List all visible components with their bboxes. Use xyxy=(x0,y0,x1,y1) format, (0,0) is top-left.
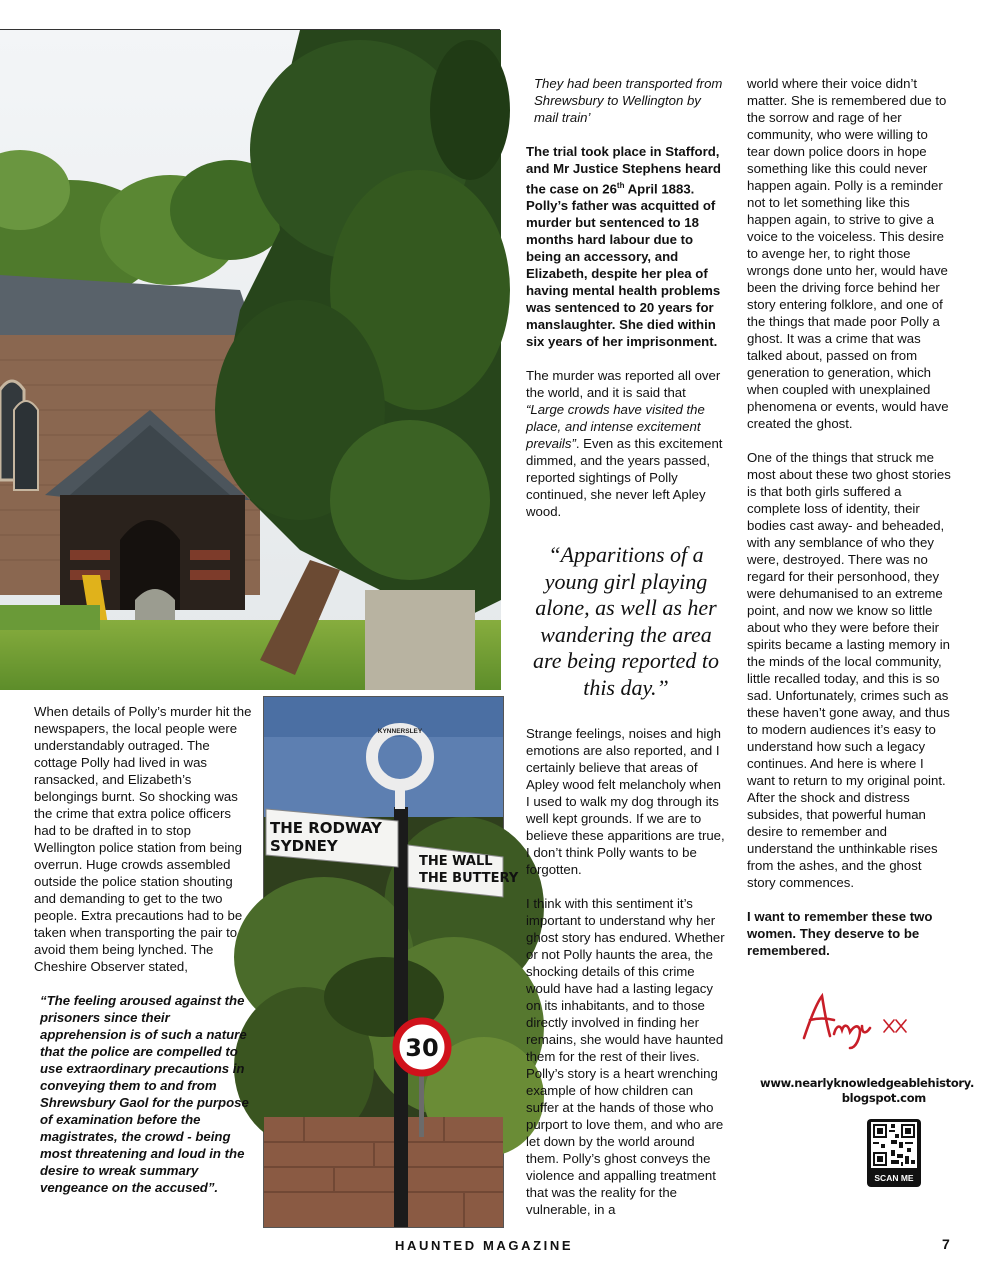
pull-quote: “Apparitions of a young girl playing alone, as well as her wandering the area are being reported to this day.” xyxy=(533,542,719,700)
signature-text: Amy xx xyxy=(796,990,800,991)
footer-magazine-name: HAUNTED MAGAZINE xyxy=(395,1238,574,1253)
photo-caption: They had been transported from Shrewsbury to Wellington by mail train’ xyxy=(534,76,723,125)
church-photo xyxy=(0,30,501,690)
qr-code-pattern xyxy=(871,1122,917,1168)
author-signature xyxy=(796,990,916,1050)
struck-paragraph: One of the things that struck me most about these two ghost stories is that both girls suffered a complete loss of identity, their bodies cast away- and beheaded, with any semblance of who they were, destroyed. There was no regard for their personhood, they were dehumanised to an extreme point, and now we know so little about who they were before their spirits became a lasting memory in the minds of the local community, little recalled today, and this is so sad. Unfortunately, crimes such as these haven’t gone away, and thus to modern audiences it’s easy to understand how such a legacy continues. And here is where I want to return to my original point. After the shock and distress subsides, that powerful human desire to remember and understand the unthinkable rises from the ashes, and the ghost story commences. xyxy=(747,450,951,890)
sign-right-line2: THE BUTTERY xyxy=(419,871,519,886)
sign-right-line1: THE WALL xyxy=(419,854,493,869)
strange-paragraph: Strange feelings, noises and high emotions are also reported, and I certainly believe that areas of Apley wood felt melancholy when I used to walk my dog through its well kept grounds. If we are to believe these apparitions are true, I don’t think Polly wants to be forgotten. xyxy=(526,726,725,878)
trial-paragraph: The trial took place in Stafford, and Mr Justice Stephens heard the case on 26th April 1883. Polly’s father was acquitted of murder but sentenced to 18 months hard labour due to being an accessory, and Elizabeth, despite her plea of having mental health problems was sentenced to 20 years for manslaughter. She died within six years of her imprisonment. xyxy=(526,144,721,350)
signature-graphic xyxy=(796,990,916,1050)
speed-limit-text: 30 xyxy=(405,1034,439,1062)
closing-paragraph: I want to remember these two women. They deserve to be remembered. xyxy=(747,909,933,958)
reported-rest: . Even as this excitement dimmed, and the years passed, reported sightings of Polly continued, she never left Apley wood. xyxy=(526,436,723,520)
sign-ring-text: KYNNERSLEY xyxy=(377,728,423,735)
column-left xyxy=(34,703,254,1196)
column-right xyxy=(747,75,953,959)
reported-paragraph xyxy=(526,367,726,520)
church-photo-graphic xyxy=(0,30,501,690)
trial-day-suffix: th xyxy=(616,181,625,190)
world-paragraph: world where their voice didn’t matter. She is remembered due to the sorrow and rage of her community, who were willing to tear down police doors in hope something like this could never happen again. Polly is a reminder not to let something like this happen again, to strive to give a voice to the voiceless. This desire to avenge her, to right those wrongs done unto her, would have been the driving force behind her story entering folklore, and one of the things that made poor Polly a ghost. It was a crime that was talked about, passed on from generation to generation, which when coupled with unexplained phenomena or events, would have created the ghost. xyxy=(747,76,949,431)
trial-day: 26 xyxy=(602,181,617,197)
signpost-photo-graphic xyxy=(264,697,519,1227)
reported-quote: “Large crowds have visited the place, and intense excitement prevails” xyxy=(526,402,705,452)
website-url[interactable] xyxy=(760,1076,975,1106)
footer-page-number: 7 xyxy=(942,1236,950,1252)
sign-left-line1: THE RODWAY xyxy=(270,819,382,837)
signpost-photo xyxy=(263,696,519,1228)
sentiment-paragraph: I think with this sentiment it’s important to understand why her ghost story has endured. Whether or not Polly haunts the area, the shocking details of this crime would have had a lasting legacy on its inhabitants, and to those directly involved in finding her remains, she would have haunted them for the rest of their lives. Polly’s story is a heart wrenching example of how children can suffer at the hands of those who purport to love them, and who are let down by the world around them. Polly’s ghost conveys the violence and appalling treatment that was the reality for the vulnerable, in a xyxy=(526,896,725,1218)
qr-scan-label: SCAN ME xyxy=(874,1173,914,1183)
column-middle xyxy=(526,75,726,1218)
website-url-line1: www.nearlyknowledgeablehistory. xyxy=(760,1076,975,1090)
qr-code-graphic xyxy=(871,1122,917,1168)
sign-left-line2: SYDNEY xyxy=(270,837,338,855)
observer-quote: “The feeling aroused against the prisoners since their apprehension is of such a nature that the police are compelled to use extraordinary precautions in conveying them to and from Shrewsbury Gaol for the purpose of examination before the magistrates, the crowd - being most threatening and loud in the desire to wreak summary vengeance on the accused”. xyxy=(40,993,249,1195)
qr-code[interactable] xyxy=(867,1119,921,1187)
details-paragraph: When details of Polly’s murder hit the newspapers, the local people were understandably outraged. The cottage Polly had lived in was ransacked, and Elizabeth’s belongings burnt. So shocking was the crime that extra police officers had to be drafted in to stop Wellington police station from being overrun. Huge crowds assembled outside the police station shouting and demanding to get to the two people. Extra precautions had to be taken when transporting the pair to avoid them being lynched. The Cheshire Observer stated, xyxy=(34,704,252,974)
reported-intro: The murder was reported all over the world, and it is said that xyxy=(526,368,721,401)
website-url-line2: blogspot.com xyxy=(841,1091,926,1105)
